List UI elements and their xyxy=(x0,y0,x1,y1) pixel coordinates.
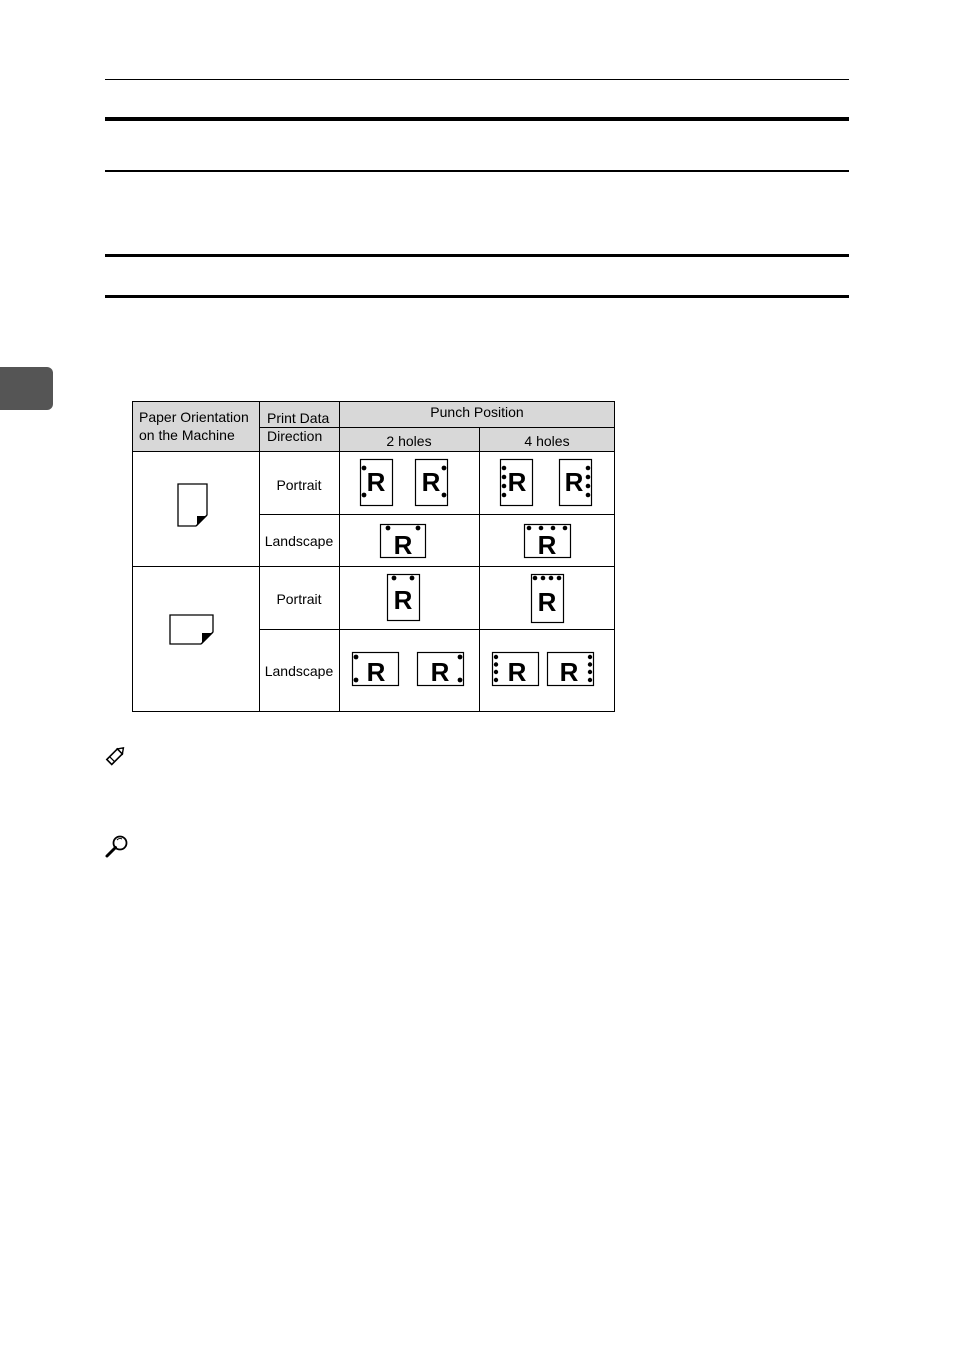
punch-sample-r3-4h xyxy=(530,573,566,624)
subsection-rule-top xyxy=(105,254,849,257)
section-rule xyxy=(105,170,849,172)
header-4-holes: 4 holes xyxy=(524,433,570,449)
r-glyph: R xyxy=(393,585,413,615)
row1-direction: Portrait xyxy=(276,477,322,493)
header-2-holes: 2 holes xyxy=(386,433,432,449)
header-orientation-line2: on the Machine xyxy=(139,427,235,443)
header-orientation-line1: Paper Orientation xyxy=(139,409,249,425)
row3-direction: Portrait xyxy=(276,591,322,607)
header-direction-line2: Direction xyxy=(267,428,323,444)
punch-sample-r4-4h-left xyxy=(491,651,541,688)
punch-sample-r1-4h-left xyxy=(499,458,535,507)
r-glyph: R xyxy=(393,530,413,560)
punch-sample-r3-2h xyxy=(386,573,422,622)
row4-direction: Landscape xyxy=(264,663,334,679)
punch-sample-r4-2h-left xyxy=(351,651,401,688)
r-glyph: R xyxy=(559,657,579,687)
r-glyph: R xyxy=(537,530,557,560)
header-punch-position: Punch Position xyxy=(430,404,524,420)
landscape-paper-icon xyxy=(169,614,215,646)
punch-sample-r4-4h-right xyxy=(546,651,596,688)
section-rule-thick xyxy=(105,117,849,121)
punch-sample-r2-2h xyxy=(379,523,427,560)
r-glyph: R xyxy=(430,657,450,687)
punch-sample-r1-4h-right xyxy=(558,458,594,507)
r-glyph: R xyxy=(537,587,557,617)
r-glyph: R xyxy=(421,467,441,497)
punch-sample-r4-2h-right xyxy=(416,651,466,688)
pencil-icon xyxy=(104,745,128,767)
magnifier-icon xyxy=(104,834,130,860)
punch-sample-r2-4h xyxy=(523,523,572,560)
portrait-paper-icon xyxy=(177,482,209,528)
row2-direction: Landscape xyxy=(264,533,334,549)
subsection-rule-bottom xyxy=(105,295,849,298)
r-glyph: R xyxy=(366,657,386,687)
punch-sample-r1-2h-left xyxy=(359,458,395,507)
r-glyph: R xyxy=(564,467,584,497)
header-rule-thin xyxy=(105,79,849,80)
r-glyph: R xyxy=(507,657,527,687)
r-glyph: R xyxy=(366,467,386,497)
r-glyph: R xyxy=(507,467,527,497)
punch-position-table xyxy=(132,401,615,712)
chapter-tab xyxy=(0,367,53,410)
punch-sample-r1-2h-right xyxy=(414,458,450,507)
header-direction-line1: Print Data xyxy=(267,410,330,426)
